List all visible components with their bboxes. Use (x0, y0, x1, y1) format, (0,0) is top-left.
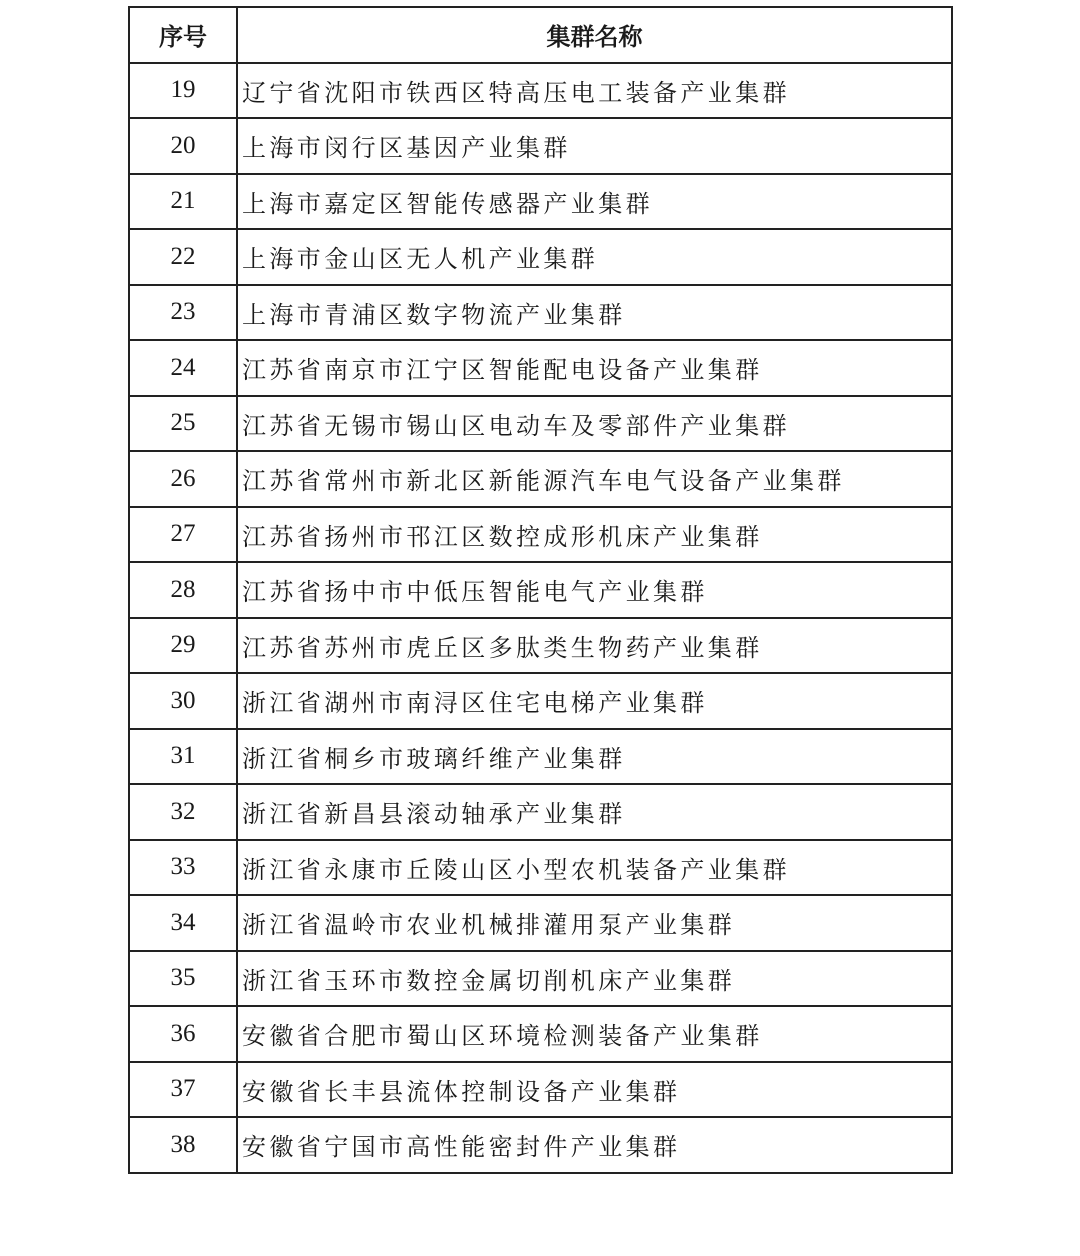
row-index-cell: 22 (129, 229, 237, 285)
row-index-cell: 31 (129, 729, 237, 785)
row-cluster-name-cell: 浙江省永康市丘陵山区小型农机装备产业集群 (237, 840, 952, 896)
row-index-cell: 28 (129, 562, 237, 618)
row-index-cell: 34 (129, 895, 237, 951)
row-cluster-name-cell: 浙江省温岭市农业机械排灌用泵产业集群 (237, 895, 952, 951)
table-body (129, 63, 952, 1173)
table-row (129, 840, 952, 896)
row-index-cell: 19 (129, 63, 237, 119)
table-row (129, 1006, 952, 1062)
table-row (129, 63, 952, 119)
row-index-cell: 36 (129, 1006, 237, 1062)
row-index-cell: 33 (129, 840, 237, 896)
row-index-cell: 32 (129, 784, 237, 840)
row-cluster-name-cell: 上海市闵行区基因产业集群 (237, 118, 952, 174)
row-cluster-name-cell: 浙江省玉环市数控金属切削机床产业集群 (237, 951, 952, 1007)
header-cluster-name: 集群名称 (237, 7, 952, 63)
table-row (129, 951, 952, 1007)
table-row (129, 729, 952, 785)
row-cluster-name-cell: 浙江省新昌县滚动轴承产业集群 (237, 784, 952, 840)
row-index-cell: 37 (129, 1062, 237, 1118)
cluster-table (128, 6, 953, 1174)
table-row (129, 285, 952, 341)
row-index-cell: 21 (129, 174, 237, 230)
row-cluster-name-cell: 安徽省宁国市高性能密封件产业集群 (237, 1117, 952, 1173)
table-row (129, 229, 952, 285)
table-row (129, 340, 952, 396)
row-index-cell: 29 (129, 618, 237, 674)
row-cluster-name-cell: 安徽省长丰县流体控制设备产业集群 (237, 1062, 952, 1118)
row-cluster-name-cell: 上海市青浦区数字物流产业集群 (237, 285, 952, 341)
table-header-row (129, 7, 952, 63)
table-row (129, 451, 952, 507)
row-cluster-name-cell: 江苏省南京市江宁区智能配电设备产业集群 (237, 340, 952, 396)
header-index: 序号 (129, 7, 237, 63)
row-cluster-name-cell: 辽宁省沈阳市铁西区特高压电工装备产业集群 (237, 63, 952, 119)
table-row (129, 1117, 952, 1173)
row-index-cell: 35 (129, 951, 237, 1007)
row-cluster-name-cell: 江苏省扬州市邗江区数控成形机床产业集群 (237, 507, 952, 563)
row-index-cell: 38 (129, 1117, 237, 1173)
table-row (129, 118, 952, 174)
table-row (129, 507, 952, 563)
row-index-cell: 23 (129, 285, 237, 341)
table-row (129, 784, 952, 840)
row-index-cell: 26 (129, 451, 237, 507)
row-index-cell: 30 (129, 673, 237, 729)
row-index-cell: 24 (129, 340, 237, 396)
row-index-cell: 27 (129, 507, 237, 563)
row-index-cell: 20 (129, 118, 237, 174)
table-row (129, 895, 952, 951)
row-cluster-name-cell: 江苏省无锡市锡山区电动车及零部件产业集群 (237, 396, 952, 452)
row-cluster-name-cell: 浙江省湖州市南浔区住宅电梯产业集群 (237, 673, 952, 729)
cluster-table-container (128, 6, 951, 1174)
row-index-cell: 25 (129, 396, 237, 452)
table-row (129, 562, 952, 618)
row-cluster-name-cell: 江苏省常州市新北区新能源汽车电气设备产业集群 (237, 451, 952, 507)
table-row (129, 1062, 952, 1118)
table-row (129, 618, 952, 674)
table-row (129, 396, 952, 452)
row-cluster-name-cell: 浙江省桐乡市玻璃纤维产业集群 (237, 729, 952, 785)
table-row (129, 174, 952, 230)
table-row (129, 673, 952, 729)
row-cluster-name-cell: 上海市金山区无人机产业集群 (237, 229, 952, 285)
row-cluster-name-cell: 上海市嘉定区智能传感器产业集群 (237, 174, 952, 230)
row-cluster-name-cell: 江苏省苏州市虎丘区多肽类生物药产业集群 (237, 618, 952, 674)
row-cluster-name-cell: 江苏省扬中市中低压智能电气产业集群 (237, 562, 952, 618)
row-cluster-name-cell: 安徽省合肥市蜀山区环境检测装备产业集群 (237, 1006, 952, 1062)
